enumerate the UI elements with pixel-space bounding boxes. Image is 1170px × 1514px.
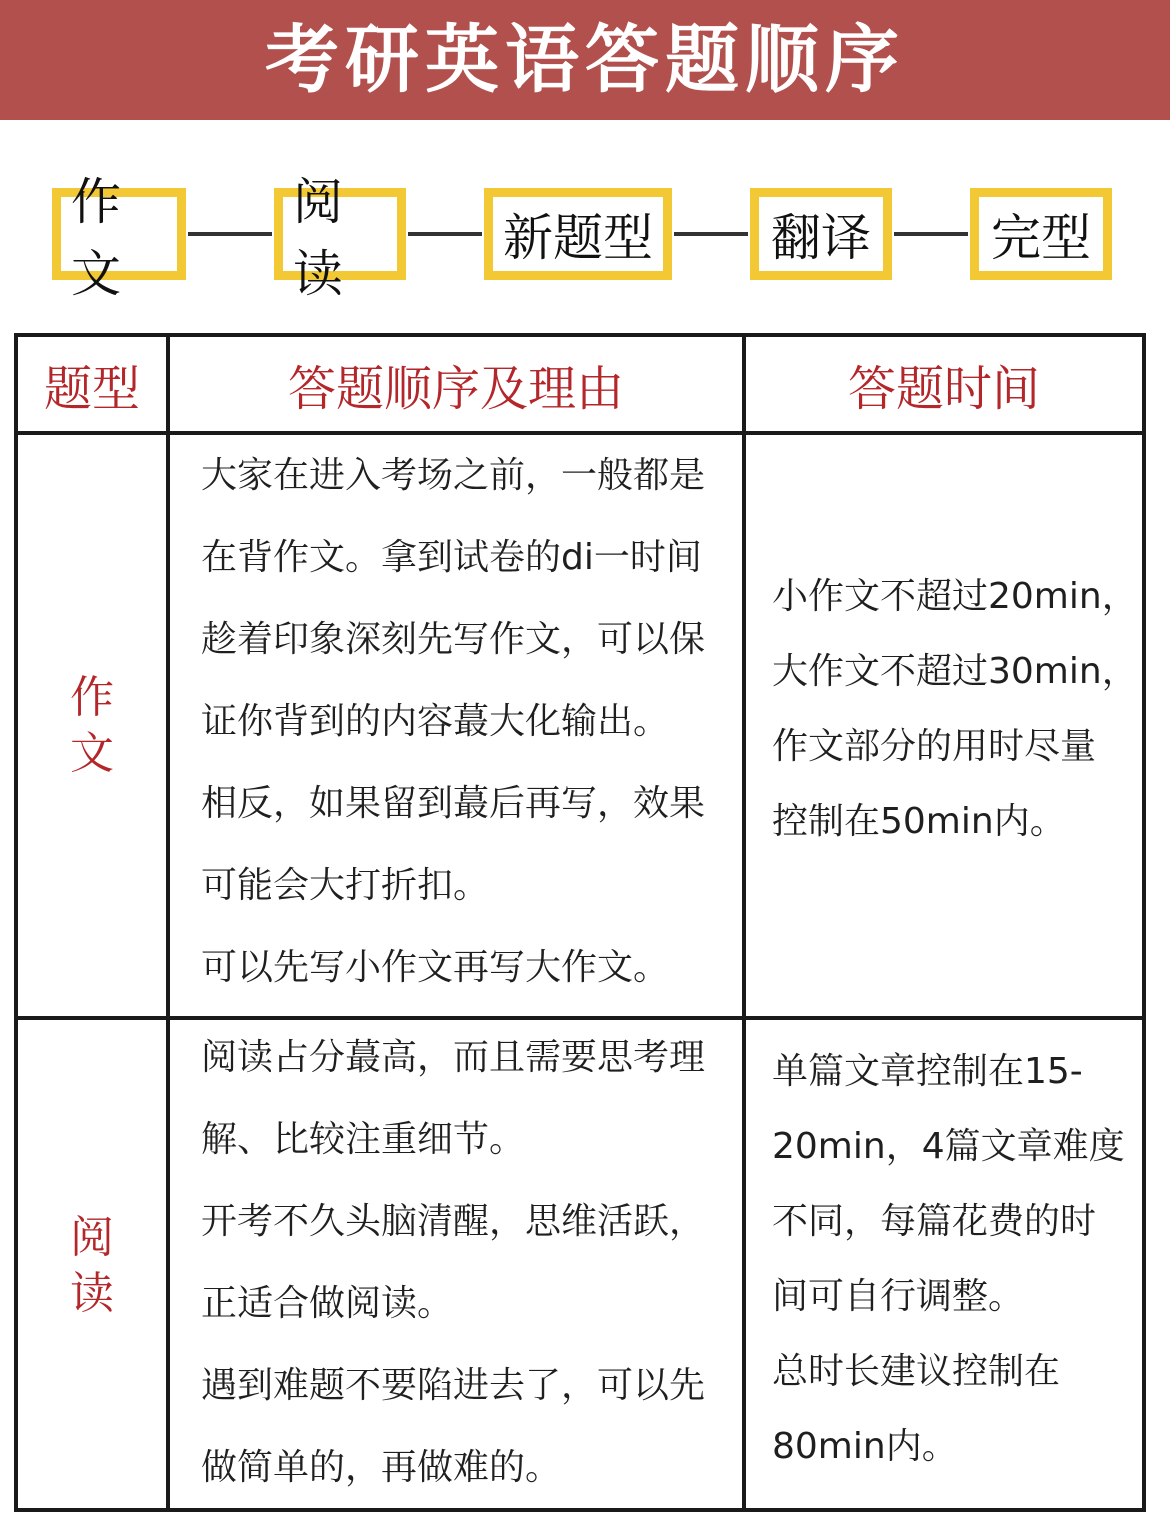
flow-step-translation: [750, 188, 892, 280]
flow-step-new-question-type: [484, 188, 672, 280]
header-time: 答题时间: [847, 360, 1040, 417]
title-banner: [0, 0, 1170, 120]
table-row-reading-reason: 阅读占分蕞高，而且需要思考理 解、比较注重细节。 开考不久头脑清醒，思维活跃， 正适合做阅读。 遇到难题不要陷进去了，可以先 做简单的，再做难的。: [201, 1037, 706, 1488]
header-type: 题型: [43, 360, 140, 417]
flow-step-reading: [274, 173, 406, 303]
flow-step-writing: [52, 173, 186, 303]
header-order-reason: 答题顺序及理由: [287, 360, 624, 417]
flow-step-label: 新题型: [503, 209, 653, 267]
answer-order-table: [14, 333, 1146, 1512]
table-row-reading-time: 单篇文章控制在15- 20min，4篇文章难度 不同，每篇花费的时 间可自行调整。 总时长建议控制在 80min内。: [772, 1051, 1125, 1467]
table-row-writing-type: [18, 435, 166, 1016]
table-divider: [166, 337, 170, 1508]
answer-order-flow: [52, 173, 1112, 303]
row-type-label: 作文: [70, 671, 114, 779]
table-row-writing-reason: 大家在进入考场之前，一般都是 在背作文。拿到试卷的di一时间 趁着印象深刻先写作文，可以保 证你背到的内容蕞大化输出。 相反，如果留到蕞后再写，效果 可能会大打折扣。 可以先写小作文再写大作文。: [201, 455, 706, 988]
flow-step-label: 作文: [71, 173, 121, 303]
table-divider: [742, 337, 746, 1508]
flow-step-label: 阅读: [293, 173, 343, 303]
flow-step-cloze: [970, 188, 1112, 280]
flow-step-label: 完型: [991, 209, 1091, 267]
row-type-label: 阅读: [70, 1212, 114, 1319]
flow-separator: [188, 232, 272, 236]
flow-separator: [894, 232, 968, 236]
flow-separator: [408, 232, 482, 236]
table-row-reading-type: [18, 1020, 166, 1512]
table-row-writing-time: 小作文不超过20min， 大作文不超过30min， 作文部分的用时尽量 控制在50min内。: [772, 576, 1138, 842]
flow-separator: [674, 232, 748, 236]
page-title: 考研英语答题顺序: [265, 17, 905, 103]
flow-step-label: 翻译: [771, 209, 871, 267]
